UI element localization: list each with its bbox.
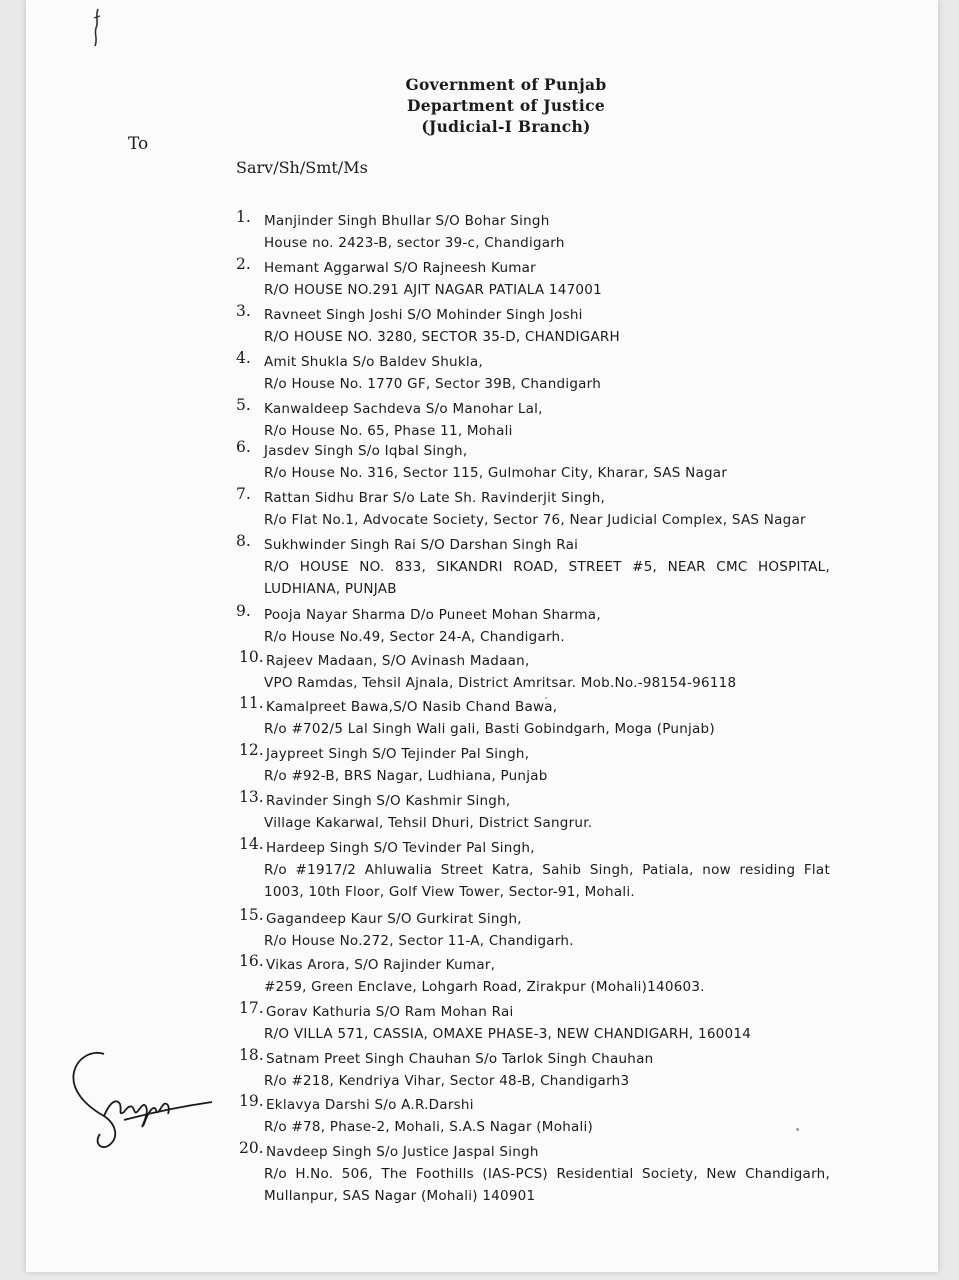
- addressee-name: Jasdev Singh S/o Iqbal Singh,: [264, 443, 468, 459]
- addressee-address: Village Kakarwal, Tehsil Dhuri, District Sangrur.: [264, 815, 593, 831]
- addressee-address: Mullanpur, SAS Nagar (Mohali) 140901: [264, 1188, 536, 1204]
- addressee-address: R/O HOUSE NO.291 AJIT NAGAR PATIALA 147001: [264, 282, 602, 298]
- addressee-name: Amit Shukla S/o Baldev Shukla,: [264, 354, 483, 370]
- item-number: 9.: [236, 602, 251, 620]
- item-number: 17.: [239, 999, 264, 1017]
- addressee-name: Vikas Arora, S/O Rajinder Kumar,: [266, 957, 496, 973]
- addressee-address: R/o House No. 316, Sector 115, Gulmohar City, Kharar, SAS Nagar: [264, 465, 728, 481]
- addressee-name: Jaypreet Singh S/O Tejinder Pal Singh,: [266, 746, 530, 762]
- letter-header: [356, 74, 656, 137]
- addressee-name: Pooja Nayar Sharma D/o Puneet Mohan Sharma,: [264, 607, 601, 623]
- item-number: 16.: [239, 952, 264, 970]
- to-label: To: [128, 134, 149, 154]
- addressee-address: R/o #702/5 Lal Singh Wali gali, Basti Gobindgarh, Moga (Punjab): [264, 721, 715, 737]
- addressee-name: Hardeep Singh S/O Tevinder Pal Singh,: [266, 840, 535, 856]
- addressee-address: R/o Flat No.1, Advocate Society, Sector 76, Near Judicial Complex, SAS Nagar: [264, 512, 806, 528]
- addressee-address: R/O VILLA 571, CASSIA, OMAXE PHASE-3, NEW CHANDIGARH, 160014: [264, 1026, 752, 1042]
- item-number: 11.: [239, 694, 264, 712]
- header-department: Department of Justice: [407, 96, 605, 115]
- item-number: 20.: [239, 1139, 264, 1157]
- item-number: 3.: [236, 302, 251, 320]
- header-government: Government of Punjab: [405, 75, 607, 94]
- addressee-name: Satnam Preet Singh Chauhan S/o Tarlok Singh Chauhan: [266, 1051, 654, 1067]
- item-number: 12.: [239, 741, 264, 759]
- item-number: 14.: [239, 835, 264, 853]
- speck: [796, 1128, 799, 1131]
- addressee-address: R/o House No. 1770 GF, Sector 39B, Chandigarh: [264, 376, 602, 392]
- item-number: 19.: [239, 1092, 264, 1110]
- addressee-name: Ravinder Singh S/O Kashmir Singh,: [266, 793, 511, 809]
- addressee-address: R/o House No.272, Sector 11-A, Chandigarh.: [264, 933, 574, 949]
- item-number: 1.: [236, 208, 251, 226]
- ink-mark: [86, 6, 106, 48]
- addressee-name: Hemant Aggarwal S/O Rajneesh Kumar: [264, 260, 536, 276]
- addressee-name: Kamalpreet Bawa,S/O Nasib Chand Bawa,: [266, 699, 558, 715]
- addressee-address: House no. 2423-B, sector 39-c, Chandigarh: [264, 235, 565, 251]
- item-number: 18.: [239, 1046, 264, 1064]
- addressee-address: 1003, 10th Floor, Golf View Tower, Sector-91, Mohali.: [264, 884, 635, 900]
- addressee-name: Gorav Kathuria S/O Ram Mohan Rai: [266, 1004, 514, 1020]
- addressee-name: Manjinder Singh Bhullar S/O Bohar Singh: [264, 213, 550, 229]
- item-number: 10.: [239, 648, 264, 666]
- item-number: 2.: [236, 255, 251, 273]
- addressee-address: R/o #1917/2 Ahluwalia Street Katra, Sahib Singh, Patiala, now residing Flat: [264, 862, 830, 878]
- addressee-address: R/o H.No. 506, The Foothills (IAS-PCS) Residential Society, New Chandigarh,: [264, 1166, 830, 1182]
- addressee-address: R/o #218, Kendriya Vihar, Sector 48-B, Chandigarh3: [264, 1073, 630, 1089]
- item-number: 15.: [239, 906, 264, 924]
- addressee-name: Sukhwinder Singh Rai S/O Darshan Singh Rai: [264, 537, 579, 553]
- addressee-name: Ravneet Singh Joshi S/O Mohinder Singh Joshi: [264, 307, 583, 323]
- addressee-name: Navdeep Singh S/o Justice Jaspal Singh: [266, 1144, 539, 1160]
- addressee-name: Kanwaldeep Sachdeva S/o Manohar Lal,: [264, 401, 543, 417]
- item-number: 4.: [236, 349, 251, 367]
- addressee-address: R/o #78, Phase-2, Mohali, S.A.S Nagar (Mohali): [264, 1119, 594, 1135]
- addressee-address: R/O HOUSE NO. 3280, SECTOR 35-D, CHANDIGARH: [264, 329, 620, 345]
- addressee-name: Rajeev Madaan, S/O Avinash Madaan,: [266, 653, 530, 669]
- addressee-name: Gagandeep Kaur S/O Gurkirat Singh,: [266, 911, 522, 927]
- addressee-address: R/O HOUSE NO. 833, SIKANDRI ROAD, STREET #5, NEAR CMC HOSPITAL,: [264, 559, 830, 575]
- salutation: Sarv/Sh/Smt/Ms: [236, 158, 368, 177]
- header-branch: (Judicial-I Branch): [421, 117, 591, 136]
- addressee-address: R/o #92-B, BRS Nagar, Ludhiana, Punjab: [264, 768, 548, 784]
- signature: [64, 1046, 214, 1156]
- item-number: 5.: [236, 396, 251, 414]
- addressee-address: R/o House No. 65, Phase 11, Mohali: [264, 423, 513, 439]
- addressee-address: #259, Green Enclave, Lohgarh Road, Zirakpur (Mohali)140603.: [264, 979, 705, 995]
- letter-page: [26, 0, 938, 1272]
- addressee-name: Rattan Sidhu Brar S/o Late Sh. Ravinderjit Singh,: [264, 490, 606, 506]
- speck: [545, 697, 547, 699]
- addressee-name: Eklavya Darshi S/o A.R.Darshi: [266, 1097, 474, 1113]
- addressee-address: LUDHIANA, PUNJAB: [264, 581, 397, 597]
- addressee-address: VPO Ramdas, Tehsil Ajnala, District Amritsar. Mob.No.-98154-96118: [264, 675, 737, 691]
- addressee-address: R/o House No.49, Sector 24-A, Chandigarh.: [264, 629, 565, 645]
- item-number: 6.: [236, 438, 251, 456]
- item-number: 7.: [236, 485, 251, 503]
- item-number: 8.: [236, 532, 251, 550]
- item-number: 13.: [239, 788, 264, 806]
